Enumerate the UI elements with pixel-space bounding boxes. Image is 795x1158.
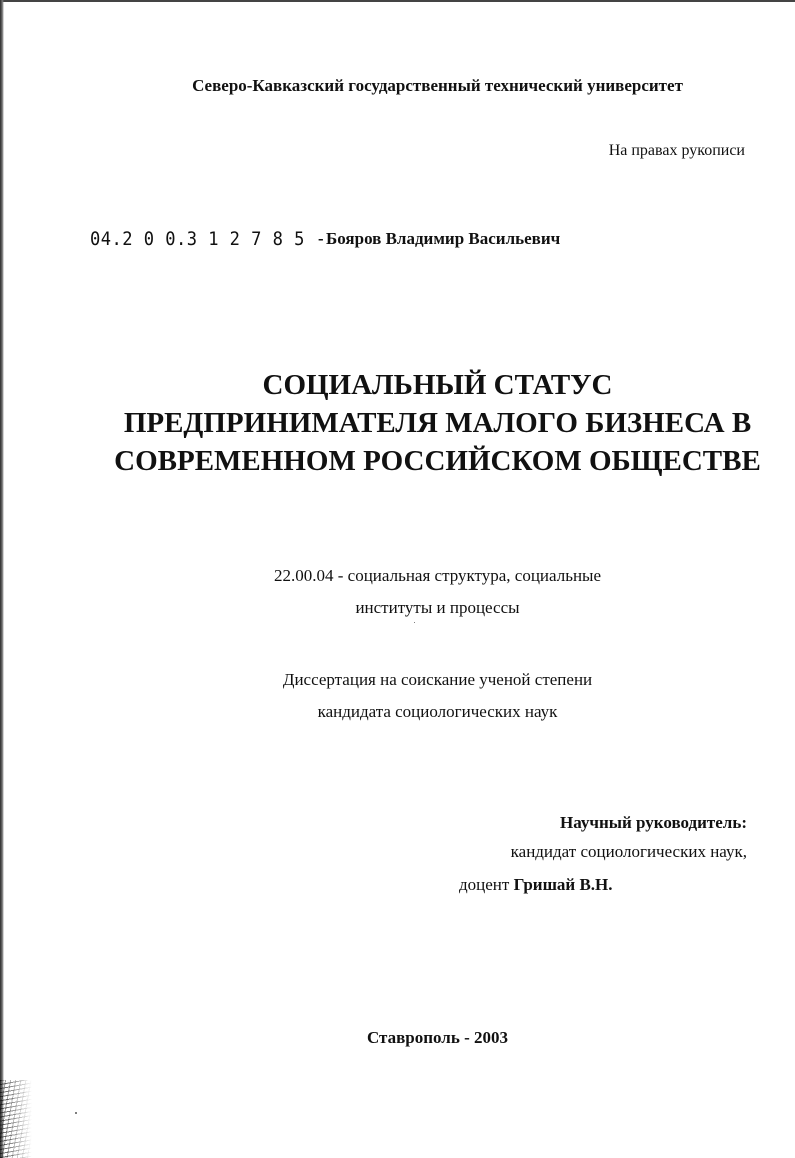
scan-noise [0, 1080, 32, 1158]
registration-stamp-number: 04.2 0 0.3 1 2 7 8 5 - [90, 228, 327, 250]
supervisor-name: Гришай В.Н. [513, 875, 613, 894]
degree-statement [0, 664, 795, 728]
specialty-code [0, 560, 795, 624]
scan-speck [75, 1112, 77, 1114]
supervisor-name-line [447, 870, 747, 899]
dissertation-title [0, 366, 795, 480]
scan-edge-top [0, 0, 795, 2]
title-line: СОЦИАЛЬНЫЙ СТАТУС [262, 369, 613, 401]
title-line: ПРЕДПРИНИМАТЕЛЯ МАЛОГО БИЗНЕСА В [123, 407, 752, 439]
supervisor-label: Научный руководитель: [560, 813, 747, 832]
supervisor-degree: кандидат социологических наук, [510, 842, 747, 861]
manuscript-rights-note: На правах рукописи [608, 142, 745, 159]
university-name: Северо-Кавказский государственный технический университет [192, 76, 683, 95]
title-line: СОВРЕМЕННОМ РОССИЙСКОМ ОБЩЕСТВЕ [114, 445, 761, 477]
scientific-supervisor [447, 808, 747, 899]
author-name: Бояров Владимир Васильевич [326, 229, 561, 248]
degree-line: Диссертация на соискание ученой степени [282, 670, 593, 689]
degree-line: кандидата социологических наук [317, 702, 558, 721]
specialty-line: институты и процессы [355, 598, 520, 617]
supervisor-position: доцент [459, 875, 510, 894]
specialty-line: 22.00.04 - социальная структура, социальные [273, 566, 602, 585]
place-and-year: Ставрополь - 2003 [366, 1028, 508, 1047]
